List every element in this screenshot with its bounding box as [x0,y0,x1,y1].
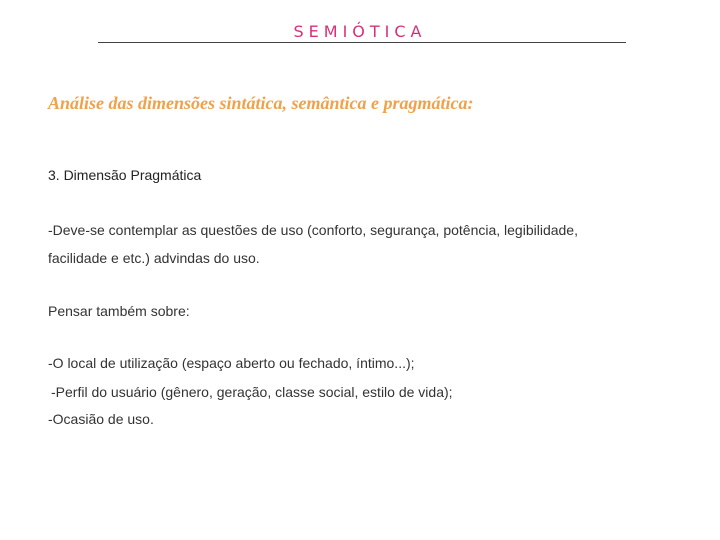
body-line: facilidade e etc.) advindas do uso. [48,250,260,266]
slide-header-title: SEMIÓTICA [293,22,427,41]
body-line: -Perfil do usuário (gênero, geração, classe social, estilo de vida); [51,384,453,400]
body-line: -Deve-se contemplar as questões de uso (conforto, segurança, potência, legibilidade, [48,222,578,238]
body-line: -Ocasião de uso. [48,411,154,427]
header-divider [98,42,626,43]
slide-subtitle: Análise das dimensões sintática, semântica e pragmática: [48,93,474,113]
body-line: -O local de utilização (espaço aberto ou fechado, íntimo...); [48,355,415,371]
section-heading: 3. Dimensão Pragmática [48,167,202,183]
body-line: Pensar também sobre: [48,303,190,319]
